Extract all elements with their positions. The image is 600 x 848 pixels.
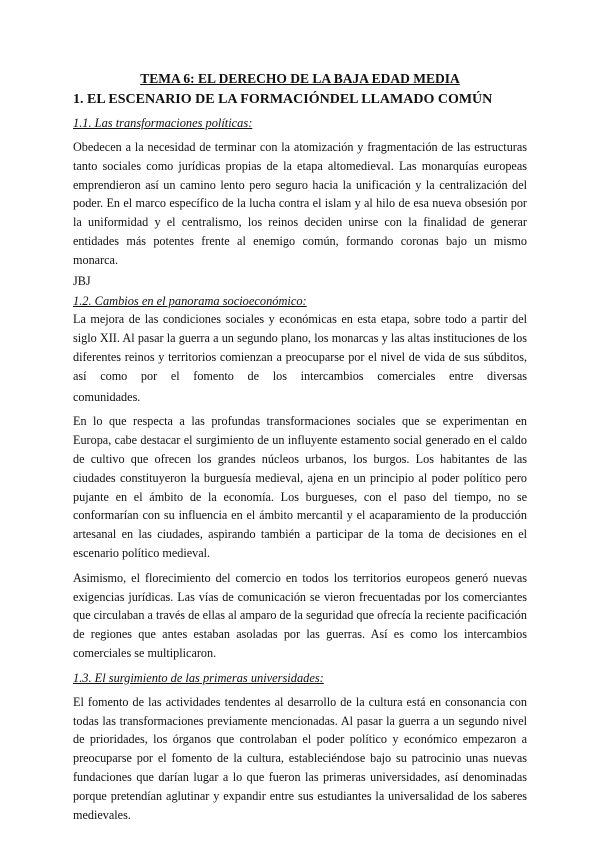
document-page xyxy=(73,70,527,830)
paragraph-note: JBJ xyxy=(73,273,91,288)
paragraph-continuation: comunidades. xyxy=(73,389,141,404)
paragraph: Asimismo, el florecimiento del comercio en todos los territorios europeos generó nuevas exigencias jurídicas. Las vías de comunicación se vieron frecuentadas por los comerciantes que circulaban a través de ellas al amparo de la seguridad que ofrecía la reciente pacificación de regiones que antes estaban asoladas por las guerras. Así es como los intercambios comerciales se multiplicaron. xyxy=(73,570,527,660)
subsection-heading-1-3: 1.3. El surgimiento de las primeras universidades: xyxy=(73,670,324,685)
paragraph: Obedecen a la necesidad de terminar con la atomización y fragmentación de las estructuras tanto sociales como jurídicas propias de la etapa altomedieval. Las monarquías europeas emprendieron así un camino lento pero seguro hacia la unificación y la centralización del poder. En el marco específico de la lucha contra el islam y al hilo de esa nueva obsesión por la uniformidad y el centralismo, los reinos deciden unirse con la finalidad de generar entidades más potentes frente al enemigo común, formando coronas bajo un mismo monarca. xyxy=(73,140,527,267)
subsection-heading-1-2: 1.2. Cambios en el panorama socioeconómico: xyxy=(73,294,307,309)
document-title: TEMA 6: EL DERECHO DE LA BAJA EDAD MEDIA xyxy=(140,71,460,86)
section-heading-1: 1. EL ESCENARIO DE LA FORMACIÓNDEL LLAMADO COMÚN xyxy=(73,92,493,107)
paragraph: En lo que respecta a las profundas transformaciones sociales que se experimentan en Europa, cabe destacar el surgimiento de un influyente estamento social generado en el caldo de cultivo que ofrecen los grandes núcleos urbanos, los burgos. Los habitantes de las ciudades constituyeron la burguesía medieval, ajena en un principio al poder político pero pujante en el ámbito de la economía. Los burgueses, con el paso del tiempo, no se conformarían con su influencia en el ámbito mercantil y el acaparamiento de la producción artesanal en las ciudades, aspirando también a participar de la toma de decisiones en el escenario político medieval. xyxy=(73,414,527,560)
paragraph: El fomento de las actividades tendentes al desarrollo de la cultura está en consonancia con todas las transformaciones previamente mencionadas. Al pasar la guerra a un segundo nivel de prioridades, los órganos que controlaban el poder político y económico empezaron a preocuparse por el fomento de la cultura, estableciéndose bajo su patrocinio unas nuevas fundaciones que darían lugar a lo que fueron las primeras universidades, así denominadas porque pretendían aglutinar y expandir entre sus estudiantes la universalidad de los saberes medievales. xyxy=(73,694,527,822)
subsection-heading-1-1: 1.1. Las transformaciones políticas: xyxy=(73,116,253,130)
paragraph: La mejora de las condiciones sociales y económicas en esta etapa, sobre todo a partir del siglo XII. Al pasar la guerra a un segundo plano, los monarcas y las altas instituciones de los diferentes reinos y territorios comienzan a preocuparse por el nivel de vida de sus súbditos, así como por el fomento de los intercambios comerciales entre diversas xyxy=(73,312,527,383)
